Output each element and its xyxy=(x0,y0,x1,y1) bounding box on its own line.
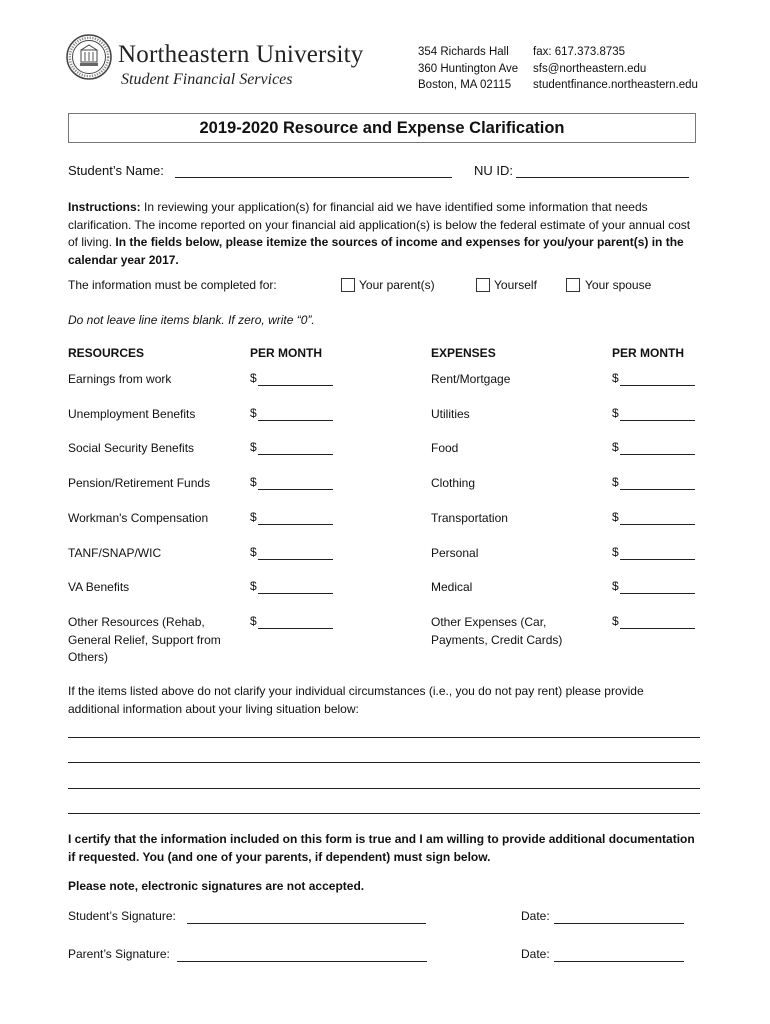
expense-amount-field[interactable] xyxy=(620,454,695,455)
resource-amount-field[interactable] xyxy=(258,385,333,386)
fax-number: fax: 617.373.8735 xyxy=(533,46,626,58)
expense-dollar-sign: $ xyxy=(612,510,619,524)
resource-item-label: VA Benefits xyxy=(68,580,130,594)
website-url: studentfinance.northeastern.edu xyxy=(533,79,698,91)
expense-amount-field[interactable] xyxy=(620,559,695,560)
additional-info-line[interactable] xyxy=(68,737,700,738)
expense-item-label: Clothing xyxy=(431,476,476,490)
resource-amount-field[interactable] xyxy=(258,420,333,421)
expense-amount-field[interactable] xyxy=(620,489,695,490)
resource-item-label: Other Resources (Rehab, General Relief, Support from Others) xyxy=(68,615,221,664)
department-name: Student Financial Services xyxy=(121,71,293,88)
circumstances-text: If the items listed above do not clarify your individual circumstances (i.e., you do not pay rent) please provide additional information about your living situation below: xyxy=(68,684,644,716)
parent-date-field[interactable] xyxy=(554,961,684,962)
resource-dollar-sign: $ xyxy=(250,371,257,385)
checkbox-spouse[interactable] xyxy=(566,278,580,292)
resource-dollar-sign: $ xyxy=(250,579,257,593)
expense-amount-field[interactable] xyxy=(620,420,695,421)
option-label-spouse: Your spouse xyxy=(585,278,652,292)
parent-signature-label: Parent’s Signature: xyxy=(68,947,170,961)
address-line: 354 Richards Hall xyxy=(418,46,509,58)
student-name-label: Student’s Name: xyxy=(68,163,164,178)
resource-item-label: Workman's Compensation xyxy=(68,511,209,525)
additional-info-line[interactable] xyxy=(68,813,700,814)
instructions-text: In reviewing your application(s) for financial aid we have identified some information that needs clarification. The income reported on your financial aid application(s) is below the federal estimate of your annual cost of living. xyxy=(68,200,691,249)
student-date-field[interactable] xyxy=(554,923,684,924)
expense-item-label: Rent/Mortgage xyxy=(431,372,511,386)
additional-info-line[interactable] xyxy=(68,788,700,789)
instructions-bold-text: In the fields below, please itemize the sources of income and expenses for you/your parent(s) in the calendar year 2017. xyxy=(68,235,684,267)
resource-amount-field[interactable] xyxy=(258,559,333,560)
instructions-label: Instructions: xyxy=(68,200,141,214)
expense-item-label: Personal xyxy=(431,546,479,560)
checkbox-parents[interactable] xyxy=(341,278,355,292)
address-line: Boston, MA 02115 xyxy=(418,79,512,91)
student-name-field[interactable] xyxy=(175,177,452,178)
resource-item-label: Social Security Benefits xyxy=(68,441,195,455)
blank-items-note: Do not leave line items blank. If zero, write “0”. xyxy=(68,313,315,327)
expense-item-label: Medical xyxy=(431,580,473,594)
parent-signature-field[interactable] xyxy=(177,961,427,962)
expense-dollar-sign: $ xyxy=(612,406,619,420)
nu-id-field[interactable] xyxy=(516,177,689,178)
resource-item-label: Pension/Retirement Funds xyxy=(68,476,211,490)
resource-amount-field[interactable] xyxy=(258,593,333,594)
university-seal-logo xyxy=(66,34,112,80)
resource-amount-field[interactable] xyxy=(258,454,333,455)
expense-amount-field[interactable] xyxy=(620,593,695,594)
email-address: sfs@northeastern.edu xyxy=(533,62,647,75)
expense-item-label: Utilities xyxy=(431,407,470,421)
university-name: Northeastern University xyxy=(118,41,364,68)
expense-dollar-sign: $ xyxy=(612,579,619,593)
additional-info-line[interactable] xyxy=(68,762,700,763)
expenses-per-month-header: PER MONTH xyxy=(612,346,684,360)
resource-item-label: TANF/SNAP/WIC xyxy=(68,546,162,560)
checkbox-yourself[interactable] xyxy=(476,278,490,292)
esign-note: Please note, electronic signatures are not accepted. xyxy=(68,879,365,893)
parent-date-label: Date: xyxy=(521,947,550,961)
resource-dollar-sign: $ xyxy=(250,475,257,489)
resource-dollar-sign: $ xyxy=(250,440,257,454)
nu-id-label: NU ID: xyxy=(474,163,513,178)
instructions-paragraph xyxy=(68,199,698,269)
expense-amount-field[interactable] xyxy=(620,524,695,525)
resource-amount-field[interactable] xyxy=(258,628,333,629)
resource-dollar-sign: $ xyxy=(250,406,257,420)
form-title: 2019-2020 Resource and Expense Clarification xyxy=(199,119,565,137)
expense-item-label: Other Expenses (Car, Payments, Credit Cards) xyxy=(431,615,563,647)
expense-item-label: Food xyxy=(431,441,459,455)
student-signature-label: Student’s Signature: xyxy=(68,909,176,923)
resource-item-label: Earnings from work xyxy=(68,372,172,386)
expenses-header: EXPENSES xyxy=(431,346,496,360)
resource-dollar-sign: $ xyxy=(250,614,257,628)
expense-dollar-sign: $ xyxy=(612,475,619,489)
address-line: 360 Huntington Ave xyxy=(418,62,519,75)
resource-dollar-sign: $ xyxy=(250,545,257,559)
expense-dollar-sign: $ xyxy=(612,545,619,559)
completed-for-label: The information must be completed for: xyxy=(68,278,277,292)
certification-text: I certify that the information included on this form is true and I am willing to provide additional documentation if requested. You (and one of your parents, if dependent) must sign below. xyxy=(68,832,695,864)
resource-amount-field[interactable] xyxy=(258,489,333,490)
resource-item-label: Unemployment Benefits xyxy=(68,407,196,421)
student-signature-field[interactable] xyxy=(187,923,426,924)
option-label-yourself: Yourself xyxy=(494,278,537,292)
expense-item-label: Transportation xyxy=(431,511,508,525)
expense-amount-field[interactable] xyxy=(620,385,695,386)
expense-dollar-sign: $ xyxy=(612,440,619,454)
expense-dollar-sign: $ xyxy=(612,614,619,628)
resource-dollar-sign: $ xyxy=(250,510,257,524)
student-date-label: Date: xyxy=(521,909,550,923)
resources-per-month-header: PER MONTH xyxy=(250,346,322,360)
expense-dollar-sign: $ xyxy=(612,371,619,385)
contact-info xyxy=(533,44,698,94)
option-label-parents: Your parent(s) xyxy=(359,278,435,292)
expense-amount-field[interactable] xyxy=(620,628,695,629)
resources-header: RESOURCES xyxy=(68,346,145,360)
mailing-address xyxy=(418,44,518,94)
resource-amount-field[interactable] xyxy=(258,524,333,525)
